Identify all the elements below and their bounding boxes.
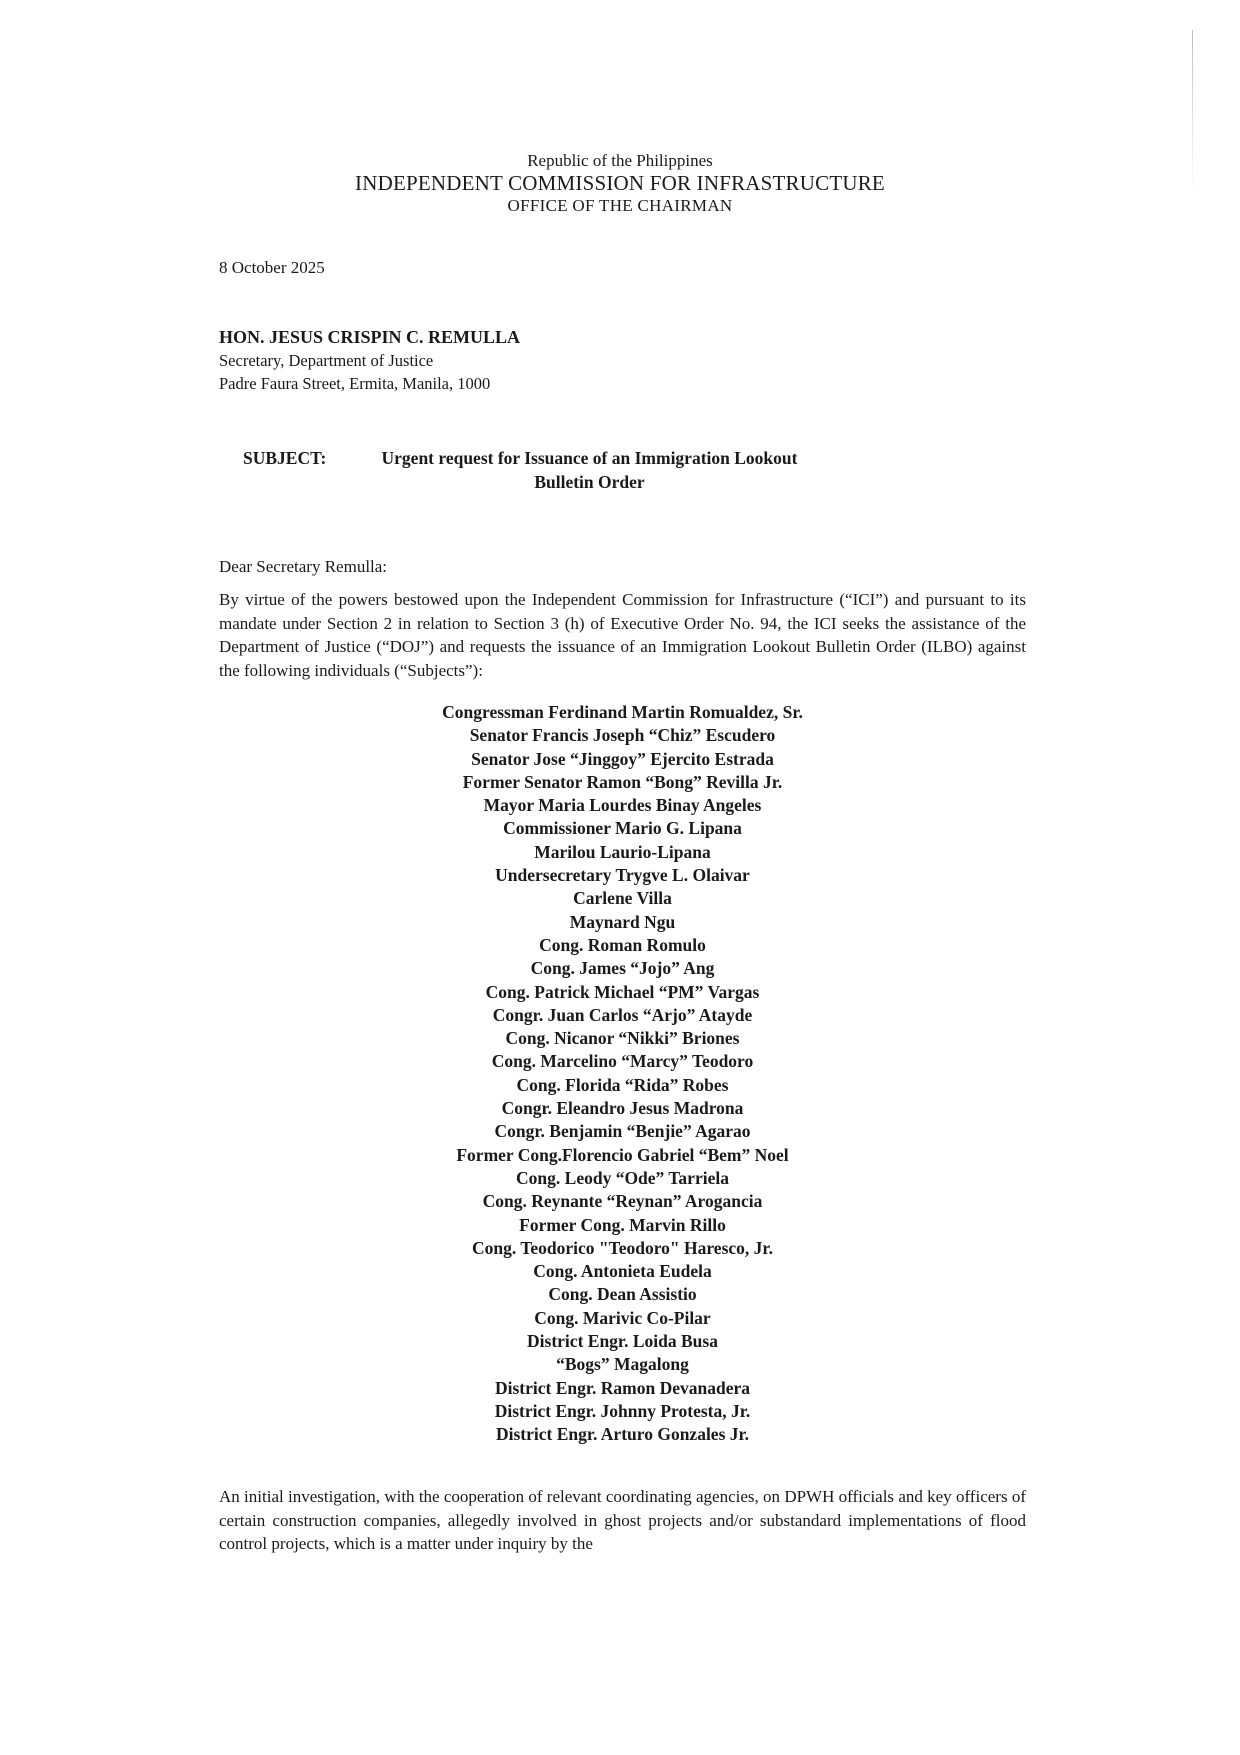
subject-name: Commissioner Mario G. Lipana xyxy=(503,818,742,839)
letterhead-commission: INDEPENDENT COMMISSION FOR INFRASTRUCTURE xyxy=(355,171,885,195)
subject-name: Former Cong.Florencio Gabriel “Bem” Noel xyxy=(456,1144,789,1165)
subject-name: Cong. Teodorico "Teodoro" Haresco, Jr. xyxy=(472,1237,773,1258)
subject-name: Cong. Antonieta Eudela xyxy=(533,1261,712,1282)
subject-name: Cong. Marivic Co-Pilar xyxy=(534,1307,711,1328)
subject-name: Former Senator Ramon “Bong” Revilla Jr. xyxy=(462,771,783,792)
subject-name: Cong. Leody “Ode” Tarriela xyxy=(516,1167,729,1188)
subject-name: District Engr. Johnny Protesta, Jr. xyxy=(494,1400,751,1421)
subject-name: Congr. Juan Carlos “Arjo” Atayde xyxy=(492,1004,753,1025)
subject-name: Undersecretary Trygve L. Olaivar xyxy=(495,865,750,886)
subject-name: Carlene Villa xyxy=(573,888,672,909)
subject-name: Cong. Roman Romulo xyxy=(539,934,706,955)
letterhead-office: OFFICE OF THE CHAIRMAN xyxy=(507,196,733,215)
addressee-name: HON. JESUS CRISPIN C. REMULLA xyxy=(219,327,521,347)
subject-name: Cong. Nicanor “Nikki” Briones xyxy=(505,1028,740,1049)
salutation: Dear Secretary Remulla: xyxy=(219,557,388,576)
addressee-block xyxy=(219,326,520,395)
subjects-list xyxy=(219,701,1026,1447)
intro-paragraph: By virtue of the powers bestowed upon the Independent Commission for Infrastructure (“ICI”) and pursuant to its mandate under Section 2 in relation to Section 3 (h) of Executive Order No. 94, the ICI seeks the assistance of the Department of Justice (“DOJ”) and requests the issuance of an Immigration Lookout Bulletin Order (ILBO) against the following individuals (“Subjects”): xyxy=(219,590,1026,680)
subject-name: Senator Jose “Jinggoy” Ejercito Estrada xyxy=(471,748,774,769)
subject-name: Cong. Dean Assistio xyxy=(548,1284,697,1305)
subject-name: District Engr. Arturo Gonzales Jr. xyxy=(495,1424,750,1445)
subject-name: Cong. Florida “Rida” Robes xyxy=(516,1074,729,1095)
subject-label: SUBJECT: xyxy=(243,448,327,468)
subject-text: Urgent request for Issuance of an Immigration Lookout Bulletin Order xyxy=(381,448,798,492)
investigation-paragraph: An initial investigation, with the cooperation of relevant coordinating agencies, on DPWH officials and key officers of certain construction companies, allegedly involved in ghost projects and/or substandard implementations of flood control projects, which is a matter under inquiry by the xyxy=(219,1487,1026,1553)
addressee-position: Secretary, Department of Justice xyxy=(219,351,434,370)
subject-name: Former Cong. Marvin Rillo xyxy=(519,1214,726,1235)
subject-name: “Bogs” Magalong xyxy=(556,1354,689,1375)
subject-name: Cong. Patrick Michael “PM” Vargas xyxy=(485,981,760,1002)
subject-name: Congressman Ferdinand Martin Romualdez, Sr. xyxy=(442,702,803,722)
subject-name: Marilou Laurio-Lipana xyxy=(534,841,711,862)
subject-name: Cong. James “Jojo” Ang xyxy=(530,958,715,979)
subject-name: Senator Francis Joseph “Chiz” Escudero xyxy=(469,725,776,746)
letterhead xyxy=(0,150,1240,217)
addressee-address: Padre Faura Street, Ermita, Manila, 1000 xyxy=(219,374,491,393)
subject-name: Cong. Marcelino “Marcy” Teodoro xyxy=(491,1051,754,1072)
subject-name: Congr. Benjamin “Benjie” Agarao xyxy=(494,1121,751,1142)
subject-name: District Engr. Loida Busa xyxy=(527,1331,718,1352)
subject-name: District Engr. Ramon Devanadera xyxy=(494,1377,751,1398)
letterhead-republic: Republic of the Philippines xyxy=(527,151,713,170)
subject-name: Congr. Eleandro Jesus Madrona xyxy=(501,1098,744,1119)
letter-date: 8 October 2025 xyxy=(219,258,325,277)
subject-name: Cong. Reynante “Reynan” Arogancia xyxy=(482,1191,763,1212)
subject-name: Maynard Ngu xyxy=(569,911,676,932)
subject-name: Mayor Maria Lourdes Binay Angeles xyxy=(483,795,762,816)
